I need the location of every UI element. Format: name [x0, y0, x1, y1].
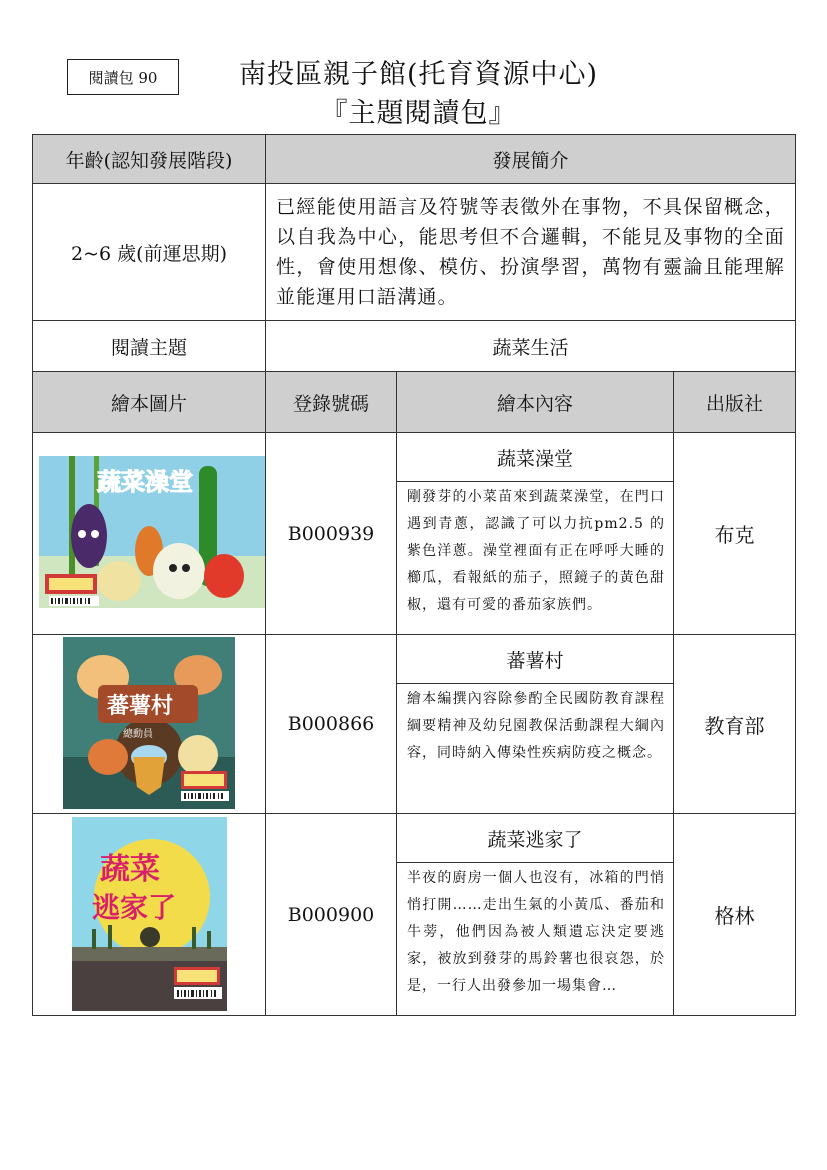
book-title: 蕃薯村: [397, 635, 673, 684]
table-row: [33, 635, 796, 814]
publisher-column-header: 出版社: [674, 372, 796, 433]
cover-title-text: 蔬菜: [99, 852, 160, 887]
book-publisher: 格林: [674, 814, 796, 1016]
age-column-header: 年齡(認知發展階段): [33, 135, 266, 184]
book-cover-cell: [33, 635, 266, 814]
book-code: B000866: [266, 635, 397, 814]
book-content-cell: [397, 814, 674, 1016]
reading-pack-number: 閱讀包 90: [67, 59, 179, 95]
image-column-header: 繪本圖片: [33, 372, 266, 433]
content-column-header: 繪本內容: [397, 372, 674, 433]
book-code: B000939: [266, 433, 397, 635]
book-cover-image: [39, 456, 265, 608]
book-publisher: 教育部: [674, 635, 796, 814]
table-row: [33, 433, 796, 635]
book-description: 剛發芽的小菜苗來到蔬菜澡堂，在門口遇到青蔥，認識了可以力抗pm2.5 的紫色洋蔥。澡堂裡面有正在呼呼大睡的櫛瓜，看報紙的茄子，照鏡子的黃色甜椒，還有可愛的番茄家族們。: [407, 489, 665, 613]
theme-label: 閱讀主題: [33, 321, 266, 372]
code-column-header: 登錄號碼: [266, 372, 397, 433]
table-row: [33, 814, 796, 1016]
reading-pack-table: [32, 134, 796, 1016]
page-subtitle: 『主題閱讀包』: [320, 98, 517, 129]
book-cover-cell: [33, 433, 266, 635]
book-cover-cell: [33, 814, 266, 1016]
book-title: 蔬菜逃家了: [397, 814, 673, 863]
book-title: 蔬菜澡堂: [397, 433, 673, 482]
book-content-cell: [397, 635, 674, 814]
book-publisher: 布克: [674, 433, 796, 635]
cover-title-text-2: 逃家了: [91, 891, 176, 924]
book-content-cell: [397, 433, 674, 635]
cover-title-text: 蕃薯村: [107, 694, 174, 719]
page-title: 南投區親子館(托育資源中心): [238, 59, 599, 90]
book-code: B000900: [266, 814, 397, 1016]
book-description: 半夜的廚房一個人也沒有，冰箱的門悄悄打開……走出生氣的小黃瓜、番茄和牛蒡，他們因為被人類遺忘決定要逃家，被放到發芽的馬鈴薯也很哀怨，於是，一行人出發參加一場集會…: [407, 870, 665, 994]
cover-subtitle-text: 總動員: [123, 729, 153, 740]
book-description: 繪本編撰內容除參酌全民國防教育課程綱要精神及幼兒園教保活動課程大綱內容，同時納入傳染性疾病防疫之概念。: [407, 691, 665, 761]
development-column-header: 發展簡介: [266, 135, 796, 184]
theme-value: 蔬菜生活: [266, 321, 796, 372]
book-cover-image: [72, 817, 227, 1011]
cover-title-text: 蔬菜澡堂: [97, 467, 193, 496]
book-cover-image: [63, 637, 235, 809]
development-description: 已經能使用語言及符號等表徵外在事物，不具保留概念，以自我為中心，能思考但不合邏輯，不能見及事物的全面性，會使用想像、模仿、扮演學習，萬物有靈論且能理解並能運用口語溝通。: [266, 184, 796, 321]
age-value: 2~6 歲(前運思期): [33, 184, 266, 321]
